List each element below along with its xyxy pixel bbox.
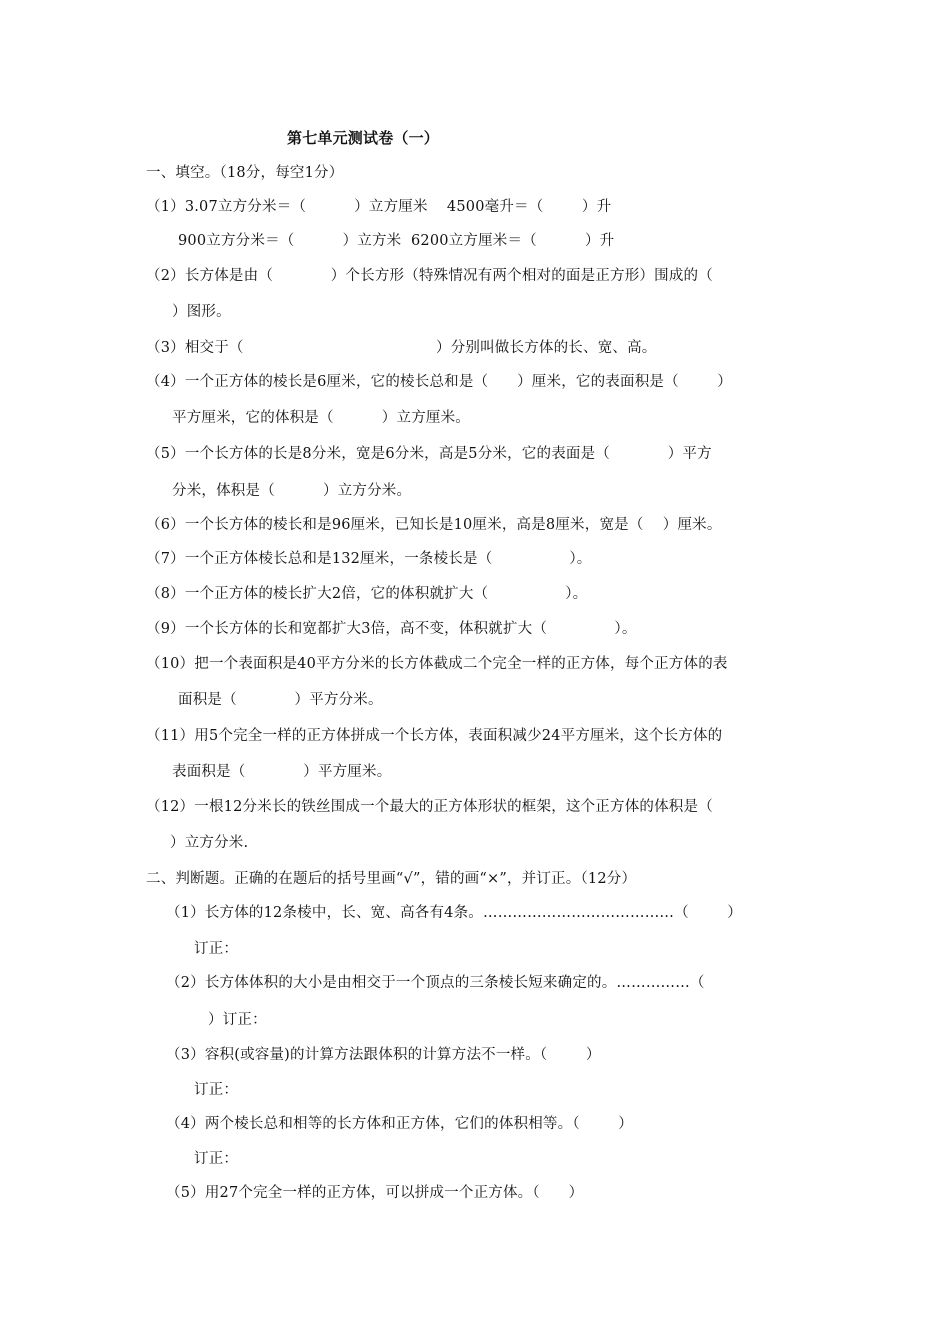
- question-8-line-1: （8）一个正方体的棱长扩大2倍，它的体积就扩大（ ）。: [146, 586, 588, 602]
- judgement-4-line-1: （4）两个棱长总和相等的长方体和正方体，它们的体积相等。（ ）: [166, 1116, 633, 1132]
- question-10-line-2: 面积是（ ）平方分米。: [178, 692, 383, 708]
- judgement-1-line-1: （1）长方体的12条棱中，长、宽、高各有4条。…………………………………（ ）: [166, 905, 742, 921]
- page-title: 第七单元测试卷（一）: [287, 129, 440, 147]
- question-5-line-1: （5）一个长方体的长是8分米，宽是6分米，高是5分米，它的表面是（ ）平方: [146, 446, 712, 462]
- judgement-2-line-2: ）订正：: [208, 1012, 267, 1028]
- judgement-5-line-1: （5）用27个完全一样的正方体，可以拼成一个正方体。（ ）: [166, 1185, 584, 1201]
- question-10-line-1: （10）把一个表面积是40平方分米的长方体截成二个完全一样的正方体，每个正方体的表: [146, 656, 728, 672]
- question-5-line-2: 分米，体积是（ ）立方分米。: [172, 483, 412, 499]
- question-11-line-2: 表面积是（ ）平方厘米。: [172, 764, 392, 780]
- question-3-line-1: （3）相交于（ ）分别叫做长方体的长、宽、高。: [146, 340, 657, 356]
- question-1-line-2: 900立方分米＝（ ）立方米 6200立方厘米＝（ ）升: [178, 233, 615, 249]
- question-4-line-1: （4）一个正方体的棱长是6厘米，它的棱长总和是（ ）厘米，它的表面积是（ ）: [146, 374, 732, 390]
- judgement-4-correction: 订正：: [194, 1151, 239, 1167]
- question-12-line-1: （12）一根12分米长的铁丝围成一个最大的正方体形状的框架，这个正方体的体积是（: [146, 799, 713, 815]
- judgement-1-correction: 订正：: [194, 941, 239, 957]
- question-6-line-1: （6）一个长方体的棱长和是96厘米，已知长是10厘米，高是8厘米，宽是（ ）厘米。: [146, 517, 722, 533]
- question-4-line-2: 平方厘米，它的体积是（ ）立方厘米。: [172, 410, 470, 426]
- question-12-line-2: ）立方分米.: [170, 835, 249, 851]
- section1-heading: 一、填空。（18分，每空1分）: [146, 165, 344, 181]
- question-2-line-1: （2）长方体是由（ ）个长方形（特殊情况有两个相对的面是正方形）围成的（: [146, 268, 713, 284]
- judgement-3-correction: 订正：: [194, 1082, 239, 1098]
- question-2-line-2: ）图形。: [172, 304, 231, 320]
- question-7-line-1: （7）一个正方体棱长总和是132厘米，一条棱长是（ ）。: [146, 551, 592, 567]
- judgement-3-line-1: （3）容积(或容量)的计算方法跟体积的计算方法不一样。（ ）: [166, 1047, 601, 1063]
- question-9-line-1: （9）一个长方体的长和宽都扩大3倍，高不变，体积就扩大（ ）。: [146, 621, 637, 637]
- question-1-line-1: （1）3.07立方分米＝（ ）立方厘米 4500毫升＝（ ）升: [146, 199, 612, 215]
- question-11-line-1: （11）用5个完全一样的正方体拼成一个长方体，表面积减少24平方厘米，这个长方体的: [146, 728, 723, 744]
- judgement-2-line-1: （2）长方体体积的大小是由相交于一个顶点的三条棱长短来确定的。……………（: [166, 975, 705, 991]
- section2-heading: 二、判断题。正确的在题后的括号里画“√”，错的画“×”，并订正。（12分）: [146, 871, 637, 887]
